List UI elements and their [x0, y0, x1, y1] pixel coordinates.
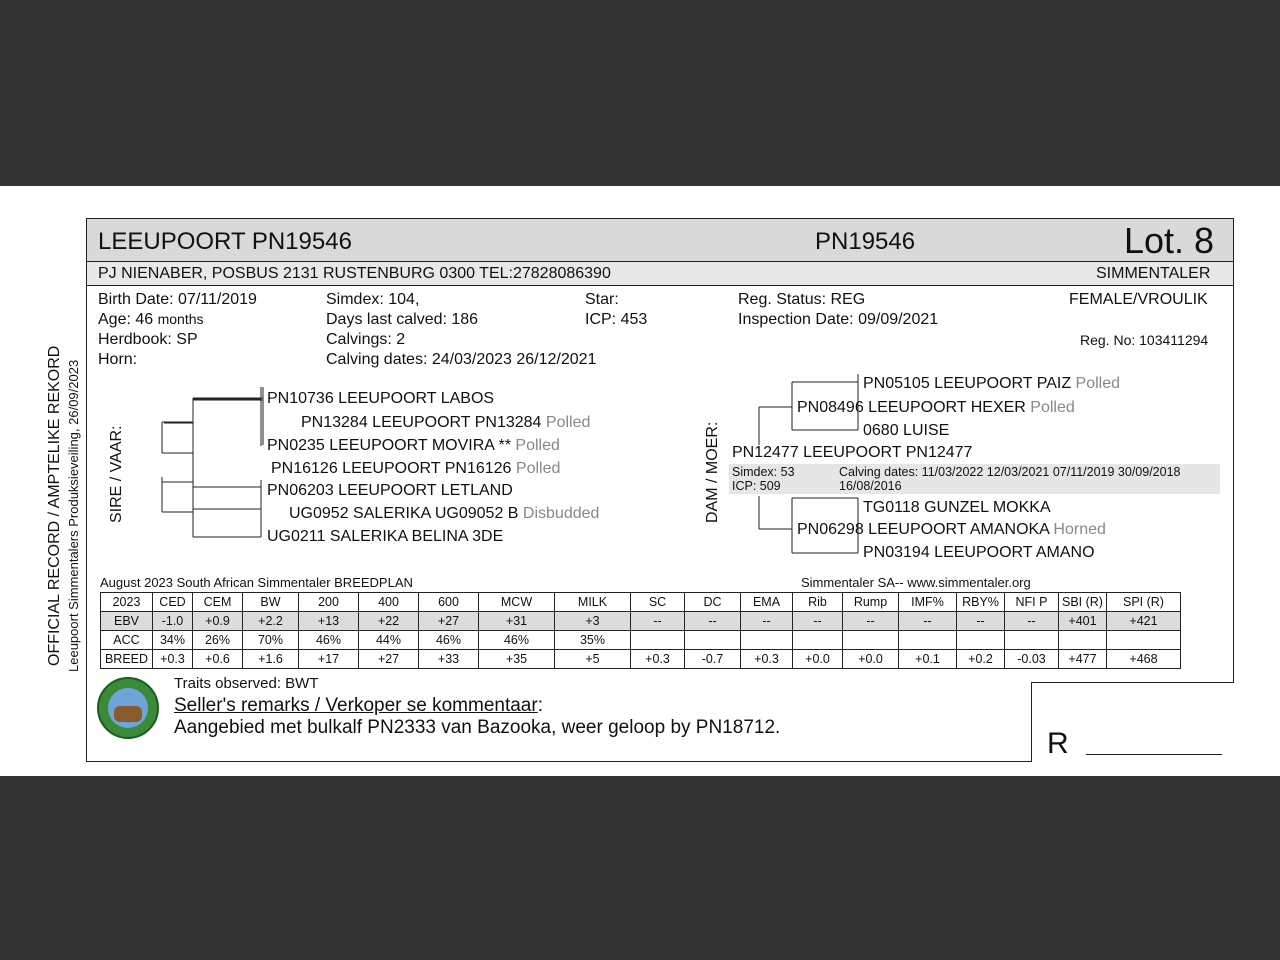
breedplan-ebv-row: [101, 612, 1181, 631]
ebv-cell: +421: [1107, 612, 1181, 631]
breed-cell: +5: [555, 650, 631, 669]
breedplan-acc-row: [101, 631, 1181, 650]
dam-label: DAM / MOER:: [704, 421, 721, 523]
horn: Horn:: [98, 351, 138, 368]
dam-dam-sire: TG0118 GUNZEL MOKKA: [863, 499, 1051, 516]
dam-sire-horn: Polled: [1030, 399, 1075, 416]
ebv-cell: --: [631, 612, 685, 631]
dam-sire-sire: [863, 375, 1120, 393]
sire-animal-horn: Polled: [515, 460, 561, 477]
reg-status: Reg. Status: REG: [738, 291, 866, 308]
sire-sire-sire: PN10736 LEEUPOORT LABOS: [267, 390, 495, 407]
simmentaler-logo: [97, 677, 159, 739]
sire-label: SIRE / VAAR:: [108, 425, 125, 523]
breed-cell: +0.3: [153, 650, 193, 669]
age-unit: months: [157, 311, 204, 327]
dam-sire-sire-name: PN05105 LEEUPOORT PAIZ: [863, 375, 1072, 392]
acc-cell: [1059, 631, 1107, 650]
breed-cell: +17: [299, 650, 359, 669]
headers-cell: MILK: [555, 593, 631, 612]
acc-cell: 34%: [153, 631, 193, 650]
headers-cell: 400: [359, 593, 419, 612]
headers-cell: SC: [631, 593, 685, 612]
acc-cell: [1107, 631, 1181, 650]
remarks-text: Aangebied met bulkalf PN2333 van Bazooka, weer geloop by PN18712.: [174, 717, 781, 738]
breed-cell: +0.2: [957, 650, 1005, 669]
calvings: Calvings: 2: [326, 331, 406, 348]
sire-dam-sire: PN06203 LEEUPOORT LETLAND: [267, 482, 513, 499]
acc-cell: [843, 631, 899, 650]
breedplan-breed-row: [101, 650, 1181, 669]
price-label: R: [1047, 727, 1069, 760]
acc-cell: [957, 631, 1005, 650]
remarks-title-text: Seller's remarks / Verkoper se kommentaar: [174, 695, 538, 716]
headers-cell: 2023: [101, 593, 153, 612]
simdex: Simdex: 104,: [326, 291, 420, 308]
breed-cell: +33: [419, 650, 479, 669]
star: Star:: [585, 291, 619, 308]
official-record-label: OFFICIAL RECORD / AMPTELIKE REKORD: [46, 345, 63, 666]
breed-cell: -0.7: [685, 650, 741, 669]
breed-cell: +0.1: [899, 650, 957, 669]
sex: FEMALE/VROULIK: [1069, 291, 1208, 308]
acc-cell: 35%: [555, 631, 631, 650]
acc-cell: [793, 631, 843, 650]
headers-cell: NFI P: [1005, 593, 1059, 612]
acc-cell: [685, 631, 741, 650]
ebv-cell: --: [793, 612, 843, 631]
breed-cell: +0.0: [793, 650, 843, 669]
ebv-cell: --: [843, 612, 899, 631]
auction-label: Leeupoort Simmentalers Produksieveiling, 26/09/2023: [66, 359, 81, 672]
acc-cell: [741, 631, 793, 650]
dam-icp: ICP: 509: [732, 479, 781, 493]
ebv-cell: -1.0: [153, 612, 193, 631]
dam-calving-dates: Calving dates: 11/03/2022 12/03/2021 07/11/2019 30/09/2018: [839, 465, 1181, 479]
acc-cell: [1005, 631, 1059, 650]
dam-dam-horn: Horned: [1053, 521, 1106, 538]
lot-card: [86, 218, 1234, 762]
breedplan-table: [100, 592, 1181, 669]
sire-dam-horn: Disbudded: [522, 505, 600, 522]
traits-observed: Traits observed: BWT: [174, 675, 319, 692]
ebv-cell: +13: [299, 612, 359, 631]
breed-cell: +477: [1059, 650, 1107, 669]
headers-cell: MCW: [479, 593, 555, 612]
reg-number: Reg. No: 103411294: [1080, 332, 1209, 348]
ebv-cell: +22: [359, 612, 419, 631]
headers-cell: SBI (R): [1059, 593, 1107, 612]
price-line: [1086, 754, 1222, 755]
headers-cell: Rib: [793, 593, 843, 612]
headers-cell: CED: [153, 593, 193, 612]
sire-dam-dam: UG0211 SALERIKA BELINA 3DE: [267, 528, 504, 545]
acc-cell: 26%: [193, 631, 243, 650]
breed-cell: +1.6: [243, 650, 299, 669]
dam-dam-name: PN06298 LEEUPOORT AMANOKA: [797, 521, 1049, 538]
breed-cell: +0.0: [843, 650, 899, 669]
ebv-cell: --: [741, 612, 793, 631]
headers-cell: SPI (R): [1107, 593, 1181, 612]
breed-cell: BREED: [101, 650, 153, 669]
ebv-cell: +27: [419, 612, 479, 631]
headers-cell: RBY%: [957, 593, 1005, 612]
dam-dam-dam: PN03194 LEEUPOORT AMANO: [863, 544, 1095, 561]
sire-animal-name: PN16126 LEEUPOORT PN16126: [271, 460, 512, 477]
herdbook: Herdbook: SP: [98, 331, 198, 348]
dam-sire: [797, 399, 1075, 417]
ebv-cell: --: [899, 612, 957, 631]
breed-cell: +468: [1107, 650, 1181, 669]
acc-cell: [899, 631, 957, 650]
breedplan-caption: August 2023 South African Simmentaler BREEDPLAN: [100, 575, 413, 590]
frame-bottom: [86, 761, 1032, 762]
ebv-cell: --: [957, 612, 1005, 631]
breed-name: SIMMENTALER: [1096, 265, 1211, 282]
ebv-cell: +31: [479, 612, 555, 631]
breed-cell: +0.3: [631, 650, 685, 669]
acc-cell: [631, 631, 685, 650]
sire-sire-name: PN13284 LEEUPOORT PN13284: [301, 414, 542, 431]
headers-cell: Rump: [843, 593, 899, 612]
remarks-colon: :: [537, 695, 543, 716]
animal-id: PN19546: [815, 228, 916, 255]
headers-cell: 200: [299, 593, 359, 612]
birth-date: Birth Date: 07/11/2019: [98, 291, 257, 308]
sire-sire-horn: Polled: [545, 414, 591, 431]
headers-cell: DC: [685, 593, 741, 612]
dam-animal: PN12477 LEEUPOORT PN12477: [732, 444, 973, 461]
sire-sire-dam-horn: Polled: [515, 437, 560, 454]
breedplan-header-row: [101, 593, 1181, 612]
dam-sire-sire-horn: Polled: [1075, 375, 1121, 392]
headers-cell: 600: [419, 593, 479, 612]
breed-cell: +0.6: [193, 650, 243, 669]
headers-cell: CEM: [193, 593, 243, 612]
inspection-date: Inspection Date: 09/09/2021: [738, 311, 939, 328]
dam-sire-name: PN08496 LEEUPOORT HEXER: [797, 399, 1026, 416]
breedplan-site: Simmentaler SA-- www.simmentaler.org: [801, 575, 1031, 590]
headers-cell: EMA: [741, 593, 793, 612]
remarks-title: [174, 695, 543, 717]
headers-cell: IMF%: [899, 593, 957, 612]
ebv-cell: +3: [555, 612, 631, 631]
dam-summary: [729, 464, 1220, 494]
lot-number: Lot. 8: [1124, 220, 1215, 261]
dam-sire-dam: 0680 LUISE: [863, 422, 950, 439]
acc-cell: 46%: [419, 631, 479, 650]
ebv-cell: --: [1005, 612, 1059, 631]
acc-cell: 46%: [479, 631, 555, 650]
ebv-cell: EBV: [101, 612, 153, 631]
sire-sire-dam-name: PN0235 LEEUPOORT MOVIRA **: [267, 437, 511, 454]
ebv-cell: +401: [1059, 612, 1107, 631]
acc-cell: 70%: [243, 631, 299, 650]
breed-cell: +27: [359, 650, 419, 669]
days-last-calved: Days last calved: 186: [326, 311, 479, 328]
sire-dam-name: UG0952 SALERIKA UG09052 B: [289, 505, 519, 522]
breed-cell: +35: [479, 650, 555, 669]
ebv-cell: +2.2: [243, 612, 299, 631]
acc-cell: 46%: [299, 631, 359, 650]
ebv-cell: +0.9: [193, 612, 243, 631]
acc-cell: ACC: [101, 631, 153, 650]
headers-cell: BW: [243, 593, 299, 612]
animal-name: LEEUPOORT PN19546: [98, 228, 352, 255]
breed-cell: +0.3: [741, 650, 793, 669]
breed-cell: -0.03: [1005, 650, 1059, 669]
dam-calving-dates-2: 16/08/2016: [839, 479, 902, 493]
age-value: Age: 46: [98, 311, 154, 328]
acc-cell: 44%: [359, 631, 419, 650]
ebv-cell: --: [685, 612, 741, 631]
calving-dates: Calving dates: 24/03/2023 26/12/2021: [326, 351, 597, 368]
dam-simdex: Simdex: 53: [732, 465, 795, 479]
icp: ICP: 453: [585, 311, 648, 328]
owner-address: PJ NIENABER, POSBUS 2131 RUSTENBURG 0300 TEL:27828086390: [98, 265, 611, 282]
dam-dam: [797, 521, 1106, 539]
cow-icon: [114, 706, 142, 722]
